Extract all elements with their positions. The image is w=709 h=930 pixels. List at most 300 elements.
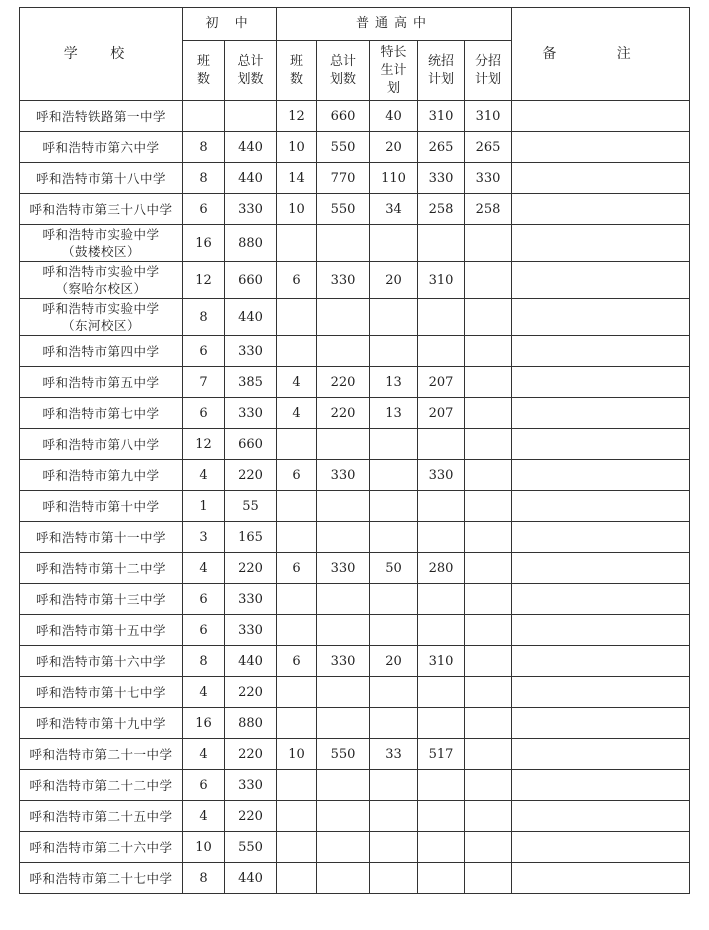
senior-total-cell: 330 [317, 262, 370, 299]
table-row [20, 429, 690, 460]
notes-cell [512, 367, 690, 398]
junior-classes-cell: 4 [183, 553, 225, 584]
junior-total-cell: 660 [225, 262, 277, 299]
district-cell [465, 262, 512, 299]
junior-total-cell: 440 [225, 299, 277, 336]
text-line: 呼和浩特市第六中学 [42, 139, 160, 155]
school-name-cell [20, 739, 183, 770]
special-cell: 13 [370, 367, 418, 398]
unified-cell: 280 [418, 553, 465, 584]
district-cell [465, 225, 512, 262]
school-name-cell [20, 522, 183, 553]
unified-cell: 310 [418, 101, 465, 132]
senior-total-cell [317, 491, 370, 522]
unified-cell [418, 677, 465, 708]
district-cell [465, 336, 512, 367]
senior-total-cell: 550 [317, 739, 370, 770]
district-cell [465, 646, 512, 677]
table-row [20, 677, 690, 708]
text-line: 呼和浩特市第四中学 [42, 343, 160, 359]
school-name-cell [20, 299, 183, 336]
text-line: 呼和浩特市第七中学 [42, 405, 160, 421]
unified-cell: 207 [418, 398, 465, 429]
junior-total-cell: 385 [225, 367, 277, 398]
unified-cell: 330 [418, 460, 465, 491]
text-line: （东河校区） [61, 318, 140, 333]
text-line: 数 [196, 71, 210, 87]
special-cell: 34 [370, 194, 418, 225]
text-line: 总计 [330, 53, 357, 69]
notes-cell [512, 708, 690, 739]
notes-cell [512, 739, 690, 770]
senior-classes-cell [277, 615, 317, 646]
senior-total-cell [317, 770, 370, 801]
text-line: 呼和浩特市第十五中学 [35, 622, 166, 638]
notes-cell [512, 491, 690, 522]
text-line: 呼和浩特市第十八中学 [35, 170, 166, 186]
special-cell [370, 522, 418, 553]
junior-classes-cell [183, 101, 225, 132]
notes-cell [512, 553, 690, 584]
junior-classes-cell: 16 [183, 708, 225, 739]
text-line: 呼和浩特市实验中学 [42, 264, 160, 279]
junior-classes-cell: 4 [183, 739, 225, 770]
unified-cell [418, 832, 465, 863]
senior-classes-cell [277, 770, 317, 801]
text-line: 呼和浩特市第三十八中学 [29, 201, 173, 217]
senior-total-cell [317, 299, 370, 336]
district-cell [465, 460, 512, 491]
district-cell: 265 [465, 132, 512, 163]
notes-cell [512, 460, 690, 491]
header-senior-classes [277, 41, 317, 101]
text-line: 特长 [380, 44, 407, 60]
text-line: 分招 [475, 53, 502, 69]
header-senior: 普通高中 [277, 8, 512, 41]
senior-classes-cell [277, 429, 317, 460]
district-cell [465, 429, 512, 460]
unified-cell: 265 [418, 132, 465, 163]
senior-total-cell: 550 [317, 132, 370, 163]
district-cell [465, 801, 512, 832]
unified-cell [418, 522, 465, 553]
notes-cell [512, 615, 690, 646]
senior-classes-cell: 4 [277, 367, 317, 398]
school-name-cell [20, 460, 183, 491]
text-line: 划数 [330, 71, 357, 87]
text-line: 呼和浩特市第十一中学 [35, 529, 166, 545]
special-cell [370, 336, 418, 367]
senior-classes-cell: 10 [277, 194, 317, 225]
school-name-cell [20, 262, 183, 299]
junior-classes-cell: 4 [183, 460, 225, 491]
district-cell [465, 832, 512, 863]
junior-classes-cell: 4 [183, 801, 225, 832]
special-cell [370, 429, 418, 460]
text-line: 呼和浩特市第十二中学 [35, 560, 166, 576]
unified-cell [418, 770, 465, 801]
senior-classes-cell: 10 [277, 132, 317, 163]
junior-classes-cell: 7 [183, 367, 225, 398]
special-cell [370, 801, 418, 832]
senior-classes-cell: 6 [277, 553, 317, 584]
school-name-cell [20, 101, 183, 132]
text-line: 总计 [237, 53, 264, 69]
senior-total-cell [317, 832, 370, 863]
junior-total-cell: 220 [225, 677, 277, 708]
senior-total-cell [317, 677, 370, 708]
district-cell: 310 [465, 101, 512, 132]
senior-classes-cell [277, 522, 317, 553]
junior-classes-cell: 8 [183, 863, 225, 894]
district-cell [465, 708, 512, 739]
junior-classes-cell: 1 [183, 491, 225, 522]
district-cell [465, 299, 512, 336]
junior-total-cell: 880 [225, 225, 277, 262]
junior-total-cell: 440 [225, 163, 277, 194]
table-row [20, 101, 690, 132]
school-name-cell [20, 132, 183, 163]
school-name-cell [20, 491, 183, 522]
header-school: 学 校 [20, 8, 183, 101]
junior-total-cell: 165 [225, 522, 277, 553]
junior-total-cell: 440 [225, 132, 277, 163]
table-row [20, 522, 690, 553]
school-name-cell [20, 646, 183, 677]
senior-classes-cell [277, 677, 317, 708]
text-line: 班 [290, 53, 304, 69]
table-row [20, 770, 690, 801]
senior-classes-cell [277, 336, 317, 367]
text-line: 呼和浩特市第十三中学 [35, 591, 166, 607]
senior-total-cell [317, 615, 370, 646]
school-name-cell [20, 770, 183, 801]
notes-cell [512, 429, 690, 460]
special-cell [370, 460, 418, 491]
senior-classes-cell [277, 299, 317, 336]
district-cell: 330 [465, 163, 512, 194]
text-line: 呼和浩特铁路第一中学 [35, 108, 166, 124]
notes-cell [512, 398, 690, 429]
unified-cell: 330 [418, 163, 465, 194]
unified-cell [418, 584, 465, 615]
text-line: 统招 [428, 53, 455, 69]
senior-total-cell: 330 [317, 460, 370, 491]
special-cell: 33 [370, 739, 418, 770]
text-line: （察哈尔校区） [55, 281, 147, 296]
text-line: 呼和浩特市第二十五中学 [29, 808, 173, 824]
special-cell [370, 615, 418, 646]
text-line: 计划 [428, 71, 455, 87]
header-junior-total [225, 41, 277, 101]
school-name-cell [20, 832, 183, 863]
district-cell [465, 584, 512, 615]
text-line: 呼和浩特市实验中学 [42, 227, 160, 242]
junior-classes-cell: 6 [183, 615, 225, 646]
junior-total-cell: 330 [225, 615, 277, 646]
junior-total-cell: 330 [225, 398, 277, 429]
special-cell [370, 677, 418, 708]
school-name-cell [20, 677, 183, 708]
header-district [465, 41, 512, 101]
district-cell [465, 770, 512, 801]
text-line: 呼和浩特市第二十七中学 [29, 870, 173, 886]
table-row [20, 832, 690, 863]
table-row [20, 584, 690, 615]
senior-total-cell [317, 429, 370, 460]
district-cell [465, 553, 512, 584]
junior-total-cell: 330 [225, 194, 277, 225]
unified-cell [418, 491, 465, 522]
junior-total-cell: 440 [225, 646, 277, 677]
header-special [370, 41, 418, 101]
table-row [20, 553, 690, 584]
special-cell [370, 863, 418, 894]
table-row [20, 132, 690, 163]
senior-classes-cell: 12 [277, 101, 317, 132]
unified-cell: 258 [418, 194, 465, 225]
school-name-cell [20, 553, 183, 584]
senior-classes-cell: 10 [277, 739, 317, 770]
header-junior: 初 中 [183, 8, 277, 41]
notes-cell [512, 646, 690, 677]
senior-classes-cell [277, 584, 317, 615]
junior-total-cell: 220 [225, 739, 277, 770]
senior-total-cell [317, 225, 370, 262]
senior-total-cell: 220 [317, 367, 370, 398]
table-row [20, 163, 690, 194]
school-name-cell [20, 163, 183, 194]
unified-cell [418, 801, 465, 832]
special-cell [370, 584, 418, 615]
notes-cell [512, 770, 690, 801]
junior-total-cell: 660 [225, 429, 277, 460]
notes-cell [512, 863, 690, 894]
text-line: 呼和浩特市第二十二中学 [29, 777, 173, 793]
senior-total-cell: 770 [317, 163, 370, 194]
senior-total-cell [317, 336, 370, 367]
senior-classes-cell: 4 [277, 398, 317, 429]
district-cell [465, 863, 512, 894]
school-name-cell [20, 801, 183, 832]
text-line: 呼和浩特市第五中学 [42, 374, 160, 390]
table-row [20, 299, 690, 336]
junior-classes-cell: 8 [183, 163, 225, 194]
table-row [20, 708, 690, 739]
table-row [20, 615, 690, 646]
table-body [20, 101, 690, 894]
notes-cell [512, 677, 690, 708]
senior-total-cell: 330 [317, 646, 370, 677]
notes-cell [512, 132, 690, 163]
school-name-cell [20, 225, 183, 262]
senior-classes-cell [277, 708, 317, 739]
junior-classes-cell: 6 [183, 398, 225, 429]
junior-total-cell: 440 [225, 863, 277, 894]
unified-cell: 207 [418, 367, 465, 398]
senior-classes-cell [277, 225, 317, 262]
junior-classes-cell: 6 [183, 770, 225, 801]
district-cell [465, 615, 512, 646]
special-cell: 40 [370, 101, 418, 132]
unified-cell [418, 225, 465, 262]
unified-cell [418, 708, 465, 739]
special-cell: 110 [370, 163, 418, 194]
senior-classes-cell [277, 863, 317, 894]
text-line: 呼和浩特市第十九中学 [35, 715, 166, 731]
table-row [20, 491, 690, 522]
table-row [20, 646, 690, 677]
junior-classes-cell: 3 [183, 522, 225, 553]
unified-cell: 310 [418, 646, 465, 677]
junior-total-cell: 880 [225, 708, 277, 739]
junior-total-cell: 330 [225, 336, 277, 367]
special-cell: 20 [370, 262, 418, 299]
senior-total-cell: 550 [317, 194, 370, 225]
senior-total-cell: 660 [317, 101, 370, 132]
notes-cell [512, 584, 690, 615]
junior-classes-cell: 16 [183, 225, 225, 262]
special-cell [370, 770, 418, 801]
text-line: 呼和浩特市第十六中学 [35, 653, 166, 669]
school-name-cell [20, 194, 183, 225]
special-cell [370, 299, 418, 336]
senior-classes-cell [277, 801, 317, 832]
text-line: （鼓楼校区） [61, 244, 140, 259]
unified-cell [418, 863, 465, 894]
district-cell [465, 522, 512, 553]
senior-classes-cell: 6 [277, 460, 317, 491]
special-cell [370, 225, 418, 262]
notes-cell [512, 801, 690, 832]
text-line: 数 [290, 71, 304, 87]
special-cell: 20 [370, 646, 418, 677]
special-cell: 20 [370, 132, 418, 163]
senior-total-cell [317, 801, 370, 832]
special-cell [370, 491, 418, 522]
junior-total-cell: 55 [225, 491, 277, 522]
notes-cell [512, 194, 690, 225]
text-line: 呼和浩特市实验中学 [42, 301, 160, 316]
school-name-cell [20, 429, 183, 460]
senior-total-cell: 220 [317, 398, 370, 429]
special-cell [370, 832, 418, 863]
unified-cell: 310 [418, 262, 465, 299]
junior-classes-cell: 10 [183, 832, 225, 863]
junior-classes-cell: 8 [183, 299, 225, 336]
district-cell [465, 491, 512, 522]
text-line: 呼和浩特市第二十一中学 [29, 746, 173, 762]
school-name-cell [20, 584, 183, 615]
special-cell [370, 708, 418, 739]
unified-cell [418, 615, 465, 646]
table-row [20, 367, 690, 398]
notes-cell [512, 262, 690, 299]
junior-total-cell: 220 [225, 553, 277, 584]
special-cell: 50 [370, 553, 418, 584]
text-line: 呼和浩特市第十七中学 [35, 684, 166, 700]
table-row [20, 863, 690, 894]
header-unified [418, 41, 465, 101]
senior-total-cell [317, 863, 370, 894]
junior-total-cell: 330 [225, 770, 277, 801]
senior-total-cell [317, 522, 370, 553]
unified-cell [418, 299, 465, 336]
junior-classes-cell: 12 [183, 262, 225, 299]
junior-total-cell [225, 101, 277, 132]
senior-total-cell [317, 708, 370, 739]
junior-total-cell: 220 [225, 460, 277, 491]
enrollment-plan-table [19, 7, 690, 894]
unified-cell: 517 [418, 739, 465, 770]
text-line: 划 [387, 80, 401, 96]
senior-classes-cell: 14 [277, 163, 317, 194]
senior-total-cell [317, 584, 370, 615]
text-line: 计划 [475, 71, 502, 87]
table-row [20, 262, 690, 299]
notes-cell [512, 522, 690, 553]
notes-cell [512, 336, 690, 367]
table-row [20, 225, 690, 262]
senior-classes-cell: 6 [277, 646, 317, 677]
district-cell: 258 [465, 194, 512, 225]
junior-classes-cell: 6 [183, 336, 225, 367]
school-name-cell [20, 615, 183, 646]
text-line: 呼和浩特市第八中学 [42, 436, 160, 452]
junior-classes-cell: 6 [183, 194, 225, 225]
junior-classes-cell: 8 [183, 646, 225, 677]
district-cell [465, 367, 512, 398]
text-line: 呼和浩特市第二十六中学 [29, 839, 173, 855]
notes-cell [512, 101, 690, 132]
table-row [20, 801, 690, 832]
junior-classes-cell: 12 [183, 429, 225, 460]
school-name-cell [20, 398, 183, 429]
table-row [20, 194, 690, 225]
header-notes: 备 注 [512, 8, 690, 101]
junior-total-cell: 550 [225, 832, 277, 863]
school-name-cell [20, 336, 183, 367]
notes-cell [512, 299, 690, 336]
district-cell [465, 677, 512, 708]
junior-classes-cell: 6 [183, 584, 225, 615]
header-senior-total [317, 41, 370, 101]
junior-classes-cell: 8 [183, 132, 225, 163]
school-name-cell [20, 863, 183, 894]
junior-classes-cell: 4 [183, 677, 225, 708]
special-cell: 13 [370, 398, 418, 429]
district-cell [465, 739, 512, 770]
school-name-cell [20, 708, 183, 739]
text-line: 生计 [380, 62, 407, 78]
senior-total-cell: 330 [317, 553, 370, 584]
notes-cell [512, 163, 690, 194]
senior-classes-cell: 6 [277, 262, 317, 299]
district-cell [465, 398, 512, 429]
text-line: 划数 [237, 71, 264, 87]
senior-classes-cell [277, 832, 317, 863]
table-row [20, 336, 690, 367]
table-row [20, 460, 690, 491]
unified-cell [418, 336, 465, 367]
unified-cell [418, 429, 465, 460]
text-line: 班 [196, 53, 210, 69]
table-row [20, 398, 690, 429]
school-name-cell [20, 367, 183, 398]
notes-cell [512, 225, 690, 262]
junior-total-cell: 220 [225, 801, 277, 832]
text-line: 呼和浩特市第十中学 [42, 498, 160, 514]
